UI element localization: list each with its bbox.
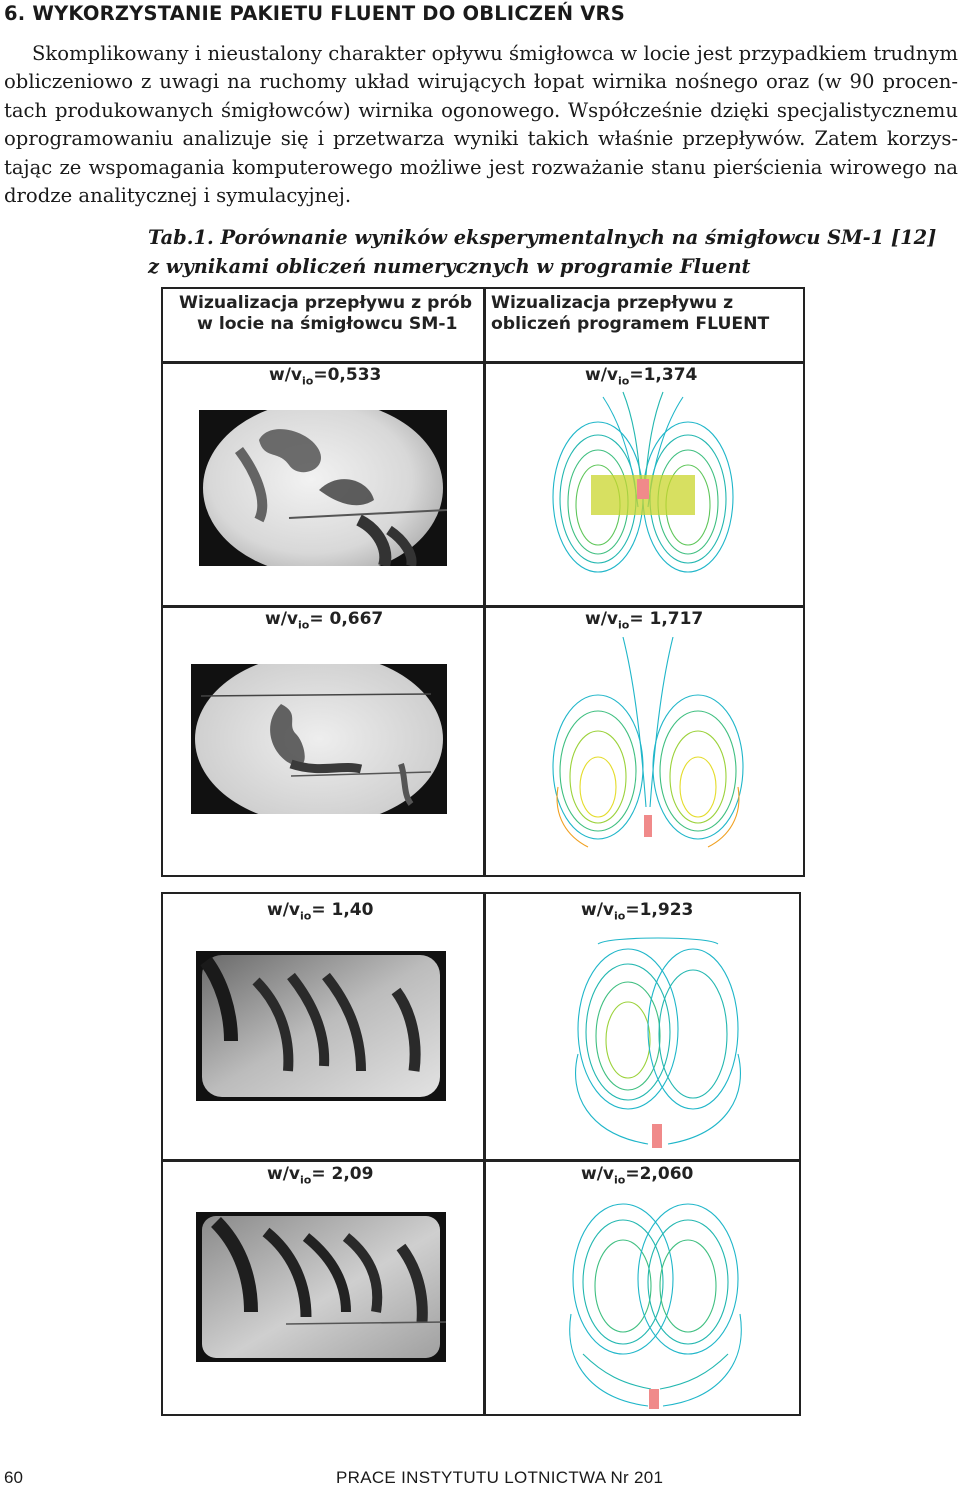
page-number: 60 (4, 1468, 23, 1487)
ratio-label-row4-left: $w/v_{io}= 2,09$ (267, 1164, 374, 1187)
paragraph-line: Skomplikowany i nieustalony charakter opływu śmigłowca w locie jest przypadkiem trudnym (32, 42, 958, 65)
flight-test-photo-row1 (199, 410, 447, 566)
paragraph-line: oprogramowaniu analizuje się i przetwarza wyniki takich właśnie przepływów. Zatem korzys- (4, 127, 958, 151)
fluent-streamline-plot-row3 (568, 934, 748, 1154)
table-divider (483, 894, 486, 1414)
column-header-flight-tests (179, 293, 472, 335)
ratio-label-row4-right: $w/v_{io}=2,060$ (581, 1164, 694, 1187)
ratio-label-row2-left: $w/v_{io}= 0,667$ (265, 609, 384, 632)
caption-line: z wynikami obliczeń numerycznych w programie Fluent (148, 254, 751, 278)
section-heading: 6. WYKORZYSTANIE PAKIETU FLUENT DO OBLICZEŃ VRS (4, 2, 626, 25)
ratio-label-row3-left: $w/v_{io}= 1,40$ (267, 900, 374, 923)
flight-test-photo-row4 (196, 1212, 446, 1362)
ratio-label-row2-right: $w/v_{io}= 1,717$ (585, 609, 704, 632)
paragraph-line: tając ze wspomagania komputerowego możliwe jest rozważanie stanu pierścienia wirowego na (4, 155, 958, 179)
column-header-fluent (491, 293, 769, 335)
column-header-line: obliczeń programem FLUENT (491, 314, 770, 334)
paragraph-line: obliczeniowo z uwagi na ruchomy układ wirujących łopat wirnika nośnego oraz (w 90 procen- (4, 70, 958, 94)
ratio-label-row1-right: $w/v_{io}=1,374$ (585, 365, 698, 388)
column-header-line: Wizualizacja przepływu z (491, 293, 734, 313)
ratio-label-row1-left: $w/v_{io}=0,533$ (269, 365, 382, 388)
paragraph-line: drodze analitycznej i symulacyjnej. (4, 184, 352, 208)
flight-test-photo-row3 (196, 951, 446, 1101)
journal-title: PRACE INSTYTUTU LOTNICTWA Nr 201 (336, 1468, 664, 1487)
body-paragraph (4, 40, 958, 210)
table-caption (148, 224, 936, 281)
comparison-table-upper (161, 287, 805, 877)
fluent-streamline-plot-row1 (543, 387, 743, 592)
paragraph-line: tach produkowanych śmigłowców) wirnika ogonowego. Współcześnie dzięki specjalistycznemu (4, 98, 958, 122)
table-divider (163, 605, 803, 608)
table-divider (163, 1159, 799, 1162)
caption-line: Tab.1. Porównanie wyników eksperymentalnych na śmigłowcu SM-1 [12] (148, 226, 937, 249)
comparison-table-lower (161, 892, 801, 1416)
column-header-line: w locie na śmigłowcu SM-1 (197, 314, 458, 334)
ratio-label-row3-right: $w/v_{io}=1,923$ (581, 900, 694, 923)
fluent-streamline-plot-row4 (563, 1194, 748, 1412)
table-divider (163, 361, 803, 364)
flight-test-photo-row2 (191, 664, 447, 814)
fluent-streamline-plot-row2 (548, 637, 748, 855)
column-header-line: Wizualizacja przepływu z prób (179, 293, 473, 313)
table-divider (483, 289, 486, 875)
